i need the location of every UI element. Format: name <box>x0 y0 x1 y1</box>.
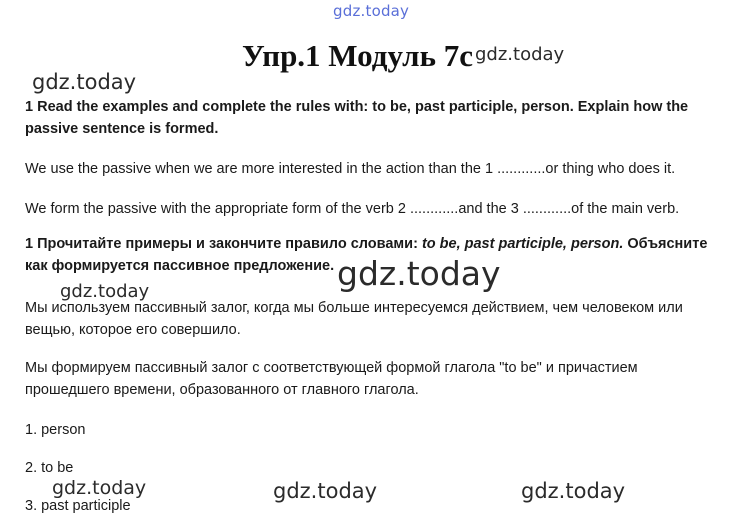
task-english-line-2: passive sentence is formed. <box>25 121 219 137</box>
watermark-title: gdz.today <box>474 44 565 65</box>
watermark-left-1: gdz.today <box>32 70 137 94</box>
watermark-left-2: gdz.today <box>60 281 150 302</box>
watermark-bottom-left: gdz.today <box>52 477 147 499</box>
answer-2: 2. to be <box>25 460 74 476</box>
russian-rule-2 <box>25 357 638 401</box>
russian-rule-1 <box>25 297 683 341</box>
watermark-big: gdz.today <box>337 254 501 293</box>
page-title: Упр.1 Модуль 7c <box>242 38 473 73</box>
watermark-bottom-right: gdz.today <box>521 479 626 503</box>
task-russian-line-1-start: 1 Прочитайте примеры и закончите правило словами: <box>25 236 422 252</box>
task-english <box>25 96 688 140</box>
russian-rule-1-line-1: Мы используем пассивный залог, когда мы больше интересуемся действием, чем человеком или <box>25 300 683 316</box>
russian-rule-2-line-2: прошедшего времени, образованного от главного глагола. <box>25 382 419 398</box>
rule-sentence-2: We form the passive with the appropriate form of the verb 2 ............and the 3 ............of the main verb. <box>25 201 680 217</box>
russian-rule-1-line-2: вещью, которое его совершило. <box>25 322 241 338</box>
rule-sentence-1: We use the passive when we are more interested in the action than the 1 ............or thing who does it. <box>25 161 676 177</box>
answer-3: 3. past participle <box>25 498 131 514</box>
task-english-line-1: 1 Read the examples and complete the rules with: to be, past participle, person. Explain how the <box>25 99 689 115</box>
title-row <box>242 38 564 74</box>
task-russian-line-1 <box>25 233 707 255</box>
task-russian-line-2: как формируется пассивное предложение. <box>25 258 335 274</box>
watermark-top: gdz.today <box>333 2 410 20</box>
russian-rule-2-line-1: Мы формируем пассивный залог с соответствующей формой глагола "to be" и причастием <box>25 360 638 376</box>
watermark-bottom-center: gdz.today <box>273 479 378 503</box>
answer-1: 1. person <box>25 422 86 438</box>
task-russian-words: to be, past participle, person. <box>421 236 624 252</box>
task-russian-line-1-end: Объясните <box>623 236 708 252</box>
